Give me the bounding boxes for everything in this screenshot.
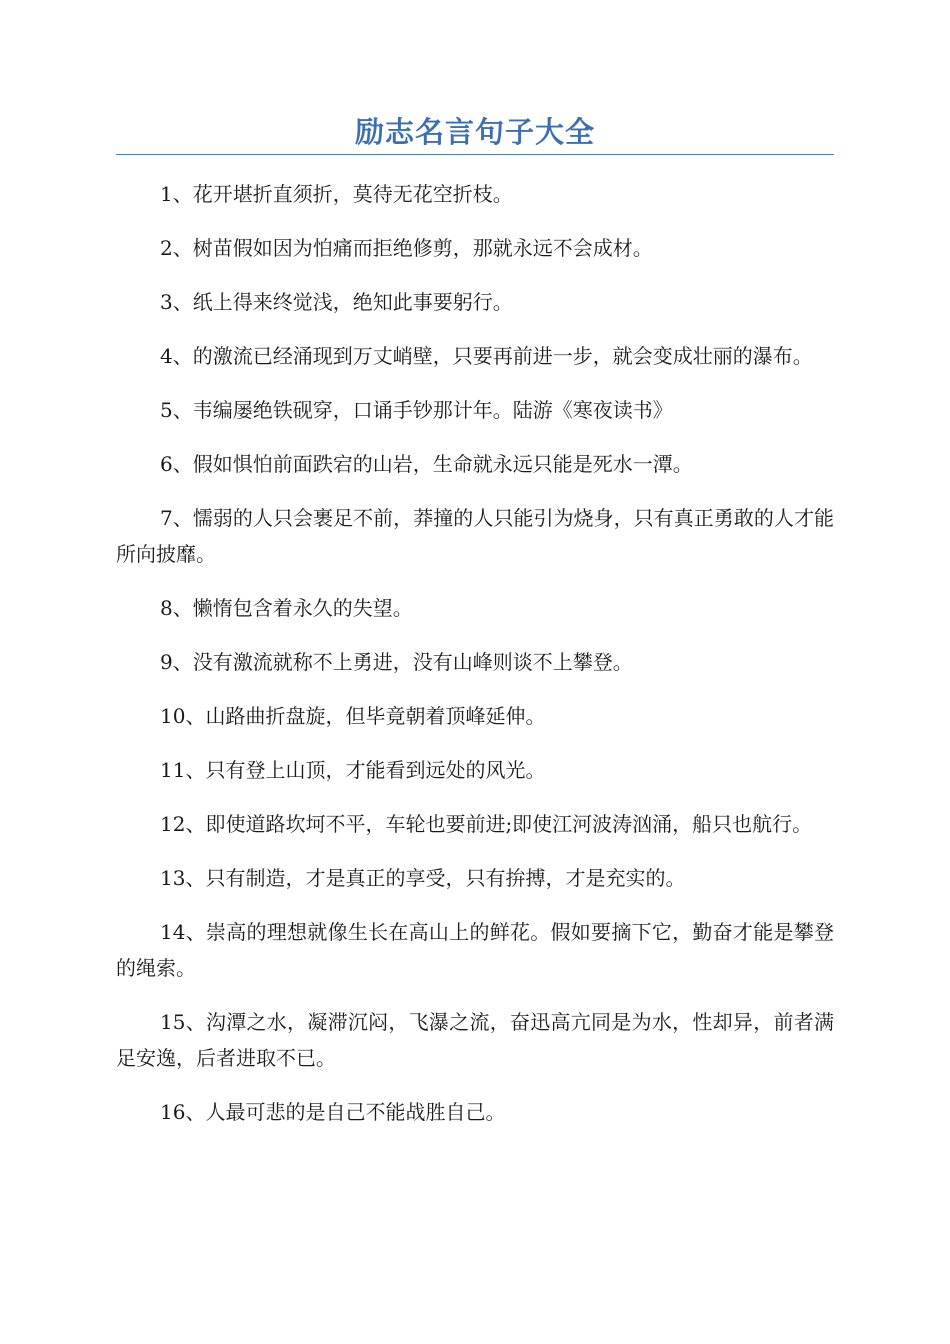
quote-item: 3、纸上得来终觉浅，绝知此事要躬行。 bbox=[160, 290, 513, 314]
quote-item: 16、人最可悲的是自己不能战胜自己。 bbox=[160, 1100, 506, 1124]
quote-item: 1、花开堪折直须折，莫待无花空折枝。 bbox=[160, 182, 513, 206]
quote-item: 10、山路曲折盘旋，但毕竟朝着顶峰延伸。 bbox=[160, 704, 546, 728]
quote-item: 2、树苗假如因为怕痛而拒绝修剪，那就永远不会成材。 bbox=[160, 236, 653, 260]
quote-item: 12、即使道路坎坷不平，车轮也要前进;即使江河波涛汹涌，船只也航行。 bbox=[160, 812, 813, 836]
quote-item: 13、只有制造，才是真正的享受，只有拚搏，才是充实的。 bbox=[160, 866, 686, 890]
quote-item: 6、假如惧怕前面跌宕的山岩，生命就永远只能是死水一潭。 bbox=[160, 452, 693, 476]
quote-item: 5、韦编屡绝铁砚穿，口诵手钞那计年。陆游《寒夜读书》 bbox=[160, 398, 673, 422]
quote-item: 14、崇高的理想就像生长在高山上的鲜花。假如要摘下它，勤奋才能是攀登的绳索。 bbox=[116, 920, 834, 980]
quote-list bbox=[116, 176, 834, 1148]
quote-item: 4、的激流已经涌现到万丈峭壁，只要再前进一步，就会变成壮丽的瀑布。 bbox=[160, 344, 813, 368]
quote-item: 15、沟潭之水，凝滞沉闷，飞瀑之流，奋迅高亢同是为水，性却异，前者满足安逸，后者进取不已。 bbox=[116, 1010, 834, 1070]
quote-item: 7、懦弱的人只会裹足不前，莽撞的人只能引为烧身，只有真正勇敢的人才能所向披靡。 bbox=[116, 506, 834, 566]
quote-item: 9、没有激流就称不上勇进，没有山峰则谈不上攀登。 bbox=[160, 650, 633, 674]
quote-item: 11、只有登上山顶，才能看到远处的风光。 bbox=[160, 758, 546, 782]
quote-item: 8、懒惰包含着永久的失望。 bbox=[160, 596, 413, 620]
document-title: 励志名言句子大全 bbox=[354, 115, 595, 149]
title-divider bbox=[116, 154, 834, 155]
